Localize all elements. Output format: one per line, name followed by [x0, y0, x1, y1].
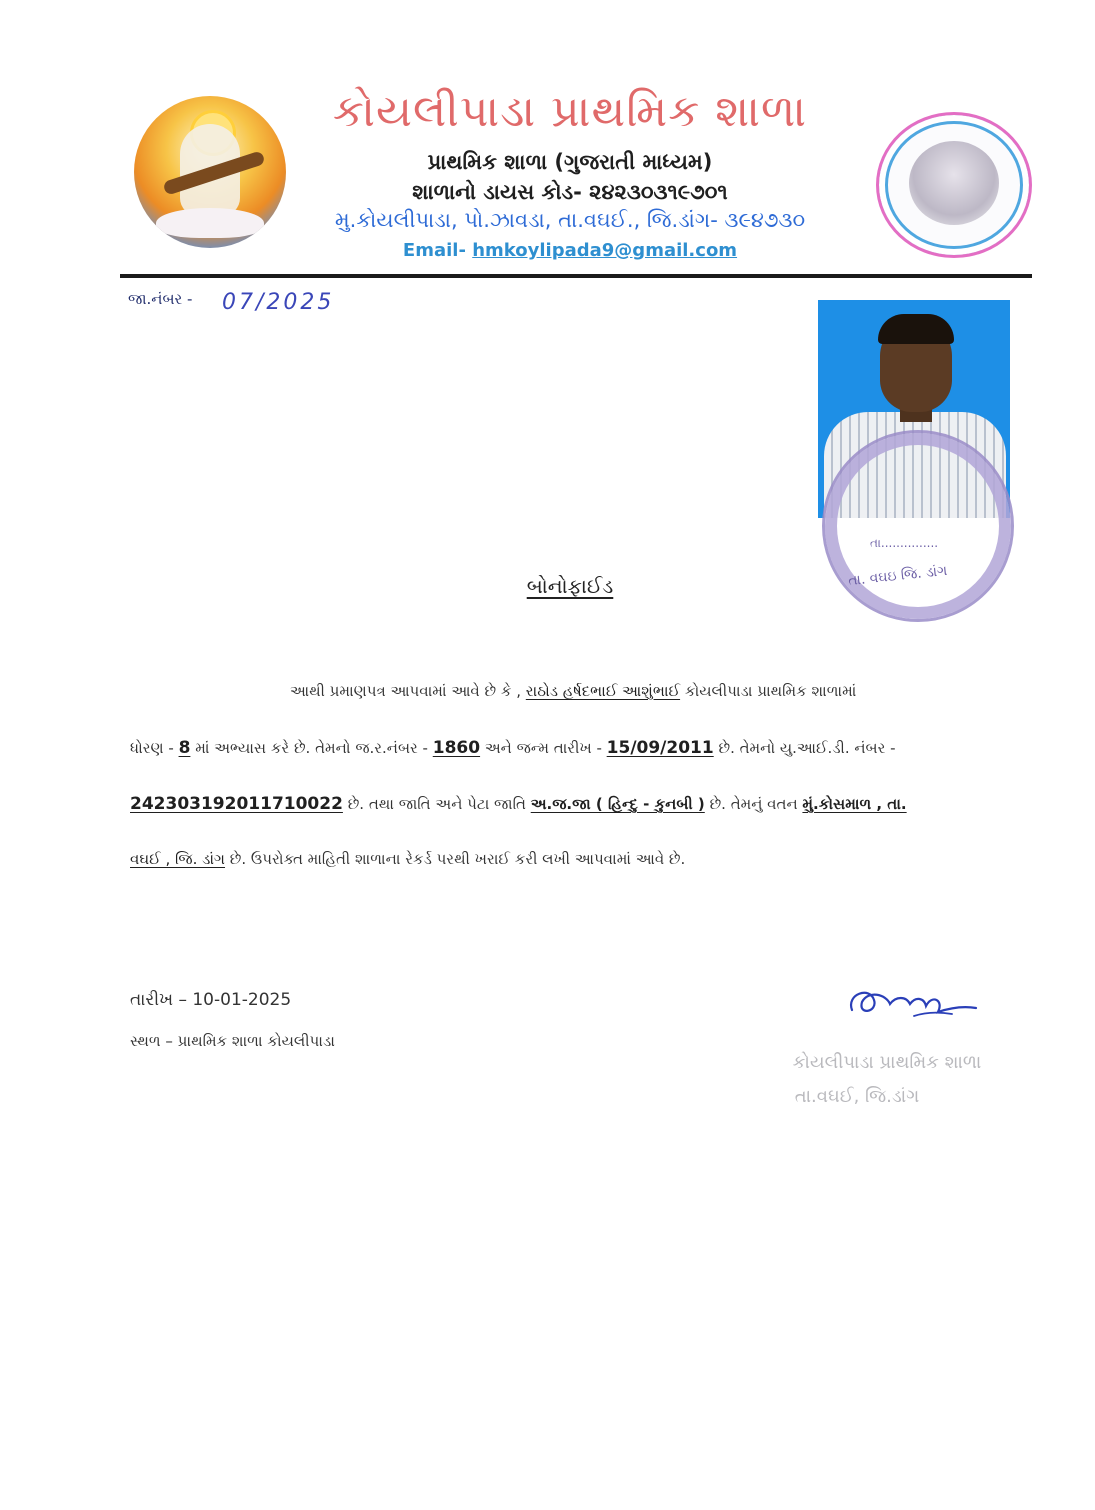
body-line-2	[130, 738, 1010, 758]
school-type: પ્રાથમિક શાળા (ગુજરાતી માધ્યમ)	[427, 150, 713, 174]
school-name: કોયલીપાડા પ્રાથમિક શાળા	[332, 86, 808, 137]
email-link[interactable]: hmkoylipada9@gmail.com	[472, 240, 738, 261]
issue-place: સ્થળ – પ્રાથમિક શાળા કોયલીપાડા	[130, 1032, 335, 1050]
student-name: રાઠોડ હર્ષદભાઈ આશુંભાઈ	[525, 682, 681, 700]
issue-date: તારીખ – 10-01-2025	[130, 990, 292, 1010]
principal-signature	[840, 980, 980, 1030]
uid-number: 242303192011710022	[130, 794, 343, 814]
reference-number: 07/2025	[222, 290, 335, 315]
reference-label: જા.નંબર -	[128, 290, 193, 308]
gr-number: 1860	[432, 738, 481, 758]
school-text: કોયલીપાડા પ્રાથમિક શાળામાં	[684, 682, 857, 700]
document-title: બોનોફાઈડ	[526, 574, 614, 598]
body-line-4	[130, 850, 1010, 868]
email-label: Email-	[402, 240, 466, 261]
standard-label: ધોરણ -	[130, 739, 174, 757]
caste-value: અ.જ.જા ( હિન્દુ - કુનબી )	[530, 795, 705, 813]
school-address: મુ.કોયલીપાડા, પો.ઝાવડા, તા.વઘઈ., જિ.ડાંગ- ૩૯૪૭૩૦	[334, 208, 806, 232]
closing-text: છે. ઉપરોક્ત માહિતી શાળાના રેકર્ડ પરથી ખરાઈ કરી લખી આપવામાં આવે છે.	[229, 850, 686, 868]
native-place-1: મું.કોસમાળ , તા.	[802, 795, 907, 813]
dob-text: અને જન્મ તારીખ -	[484, 739, 602, 757]
photo-hair	[878, 314, 954, 344]
dise-code: શાળાનો ડાયસ કોડ- ૨૪૨૩૦૩૧૯૭૦૧	[412, 180, 728, 204]
study-text: માં અભ્યાસ કરે છે. તેમનો જ.ર.નંબર -	[195, 739, 428, 757]
uid-text: છે. તેમનો યુ.આઈ.ડી. નંબર -	[718, 739, 896, 757]
lotus-shape	[156, 208, 264, 238]
email-line	[300, 240, 840, 261]
native-text: છે. તેમનું વતન	[709, 795, 798, 813]
intro-text: આથી પ્રમાણપત્ર આપવામાં આવે છે કે ,	[290, 682, 522, 700]
school-seal-logo	[876, 112, 1032, 258]
stamp-date-field: તા...............	[870, 536, 939, 550]
seal-emblem	[909, 141, 999, 225]
date-of-birth: 15/09/2011	[606, 738, 714, 758]
body-line-1	[130, 682, 1010, 700]
stamp-place-text: તા. વઘઇ જિ. ડાંગ	[847, 562, 949, 590]
principal-stamp-line-1: કોયલીપાડા પ્રાથમિક શાળા	[792, 1052, 982, 1073]
principal-stamp-line-2: તા.વઘઈ, જિ.ડાંગ	[794, 1086, 920, 1107]
standard-value: 8	[178, 738, 191, 758]
native-place-2: વઘઈ , જિ. ડાંગ	[130, 850, 226, 868]
header-divider	[120, 274, 1032, 278]
caste-text: છે. તથા જાતિ અને પેટા જાતિ	[347, 795, 526, 813]
body-line-3	[130, 794, 1010, 814]
saraswati-logo	[134, 96, 286, 248]
